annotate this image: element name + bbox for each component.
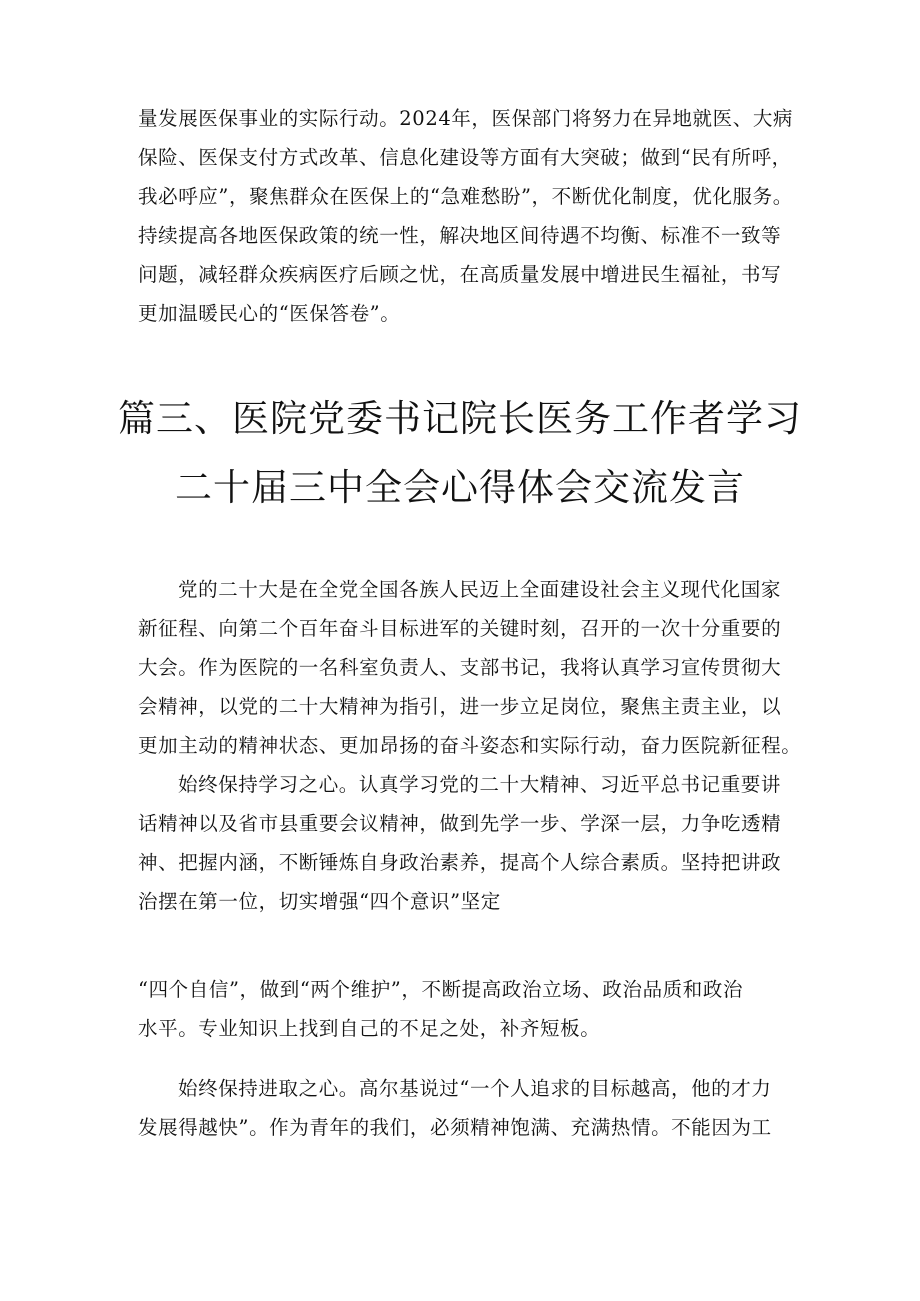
text-line: “四个自信”，做到“两个维护”，不断提高政治立场、政治品质和政治 — [138, 978, 744, 1001]
text-line: 党的二十大是在全党全国各族人民迈上全面建设社会主义现代化国家 — [178, 578, 782, 601]
text-line: 新征程、向第二个百年奋斗目标进军的关键时刻，召开的一次十分重要的 — [138, 617, 782, 640]
text-line: 持续提高各地医保政策的统一性，解决地区间待遇不均衡、标准不一致等 — [138, 224, 782, 247]
text-line: 治摆在第一位，切实增强“四个意识”坚定 — [138, 890, 501, 913]
text-line: 问题，减轻群众疾病医疗后顾之忧，在高质量发展中增进民生福祉，书写 — [138, 263, 782, 286]
text-line: 神、把握内涵，不断锤炼自身政治素养，提高个人综合素质。坚持把讲政 — [138, 851, 782, 874]
text-line: 始终保持进取之心。高尔基说过“一个人追求的目标越高，他的才力 — [178, 1077, 772, 1100]
text-line: 话精神以及省市县重要会议精神，做到先学一步、学深一层，力争吃透精 — [138, 812, 782, 835]
text-line: 更加温暖民心的“医保答卷”。 — [138, 302, 401, 325]
section-title-line-1: 篇三、医院党委书记院长医务工作者学习 — [118, 397, 802, 440]
text-line: 始终保持学习之心。认真学习党的二十大精神、习近平总书记重要讲 — [178, 773, 782, 796]
section-title-line-2: 二十届三中全会心得体会交流发言 — [175, 466, 745, 509]
text-line: 大会。作为医院的一名科室负责人、支部书记，我将认真学习宣传贯彻大 — [138, 656, 782, 679]
text-line: 我必呼应”，聚焦群众在医保上的“急难愁盼”，不断优化制度，优化服务。 — [138, 185, 793, 208]
text-line: 水平。专业知识上找到自己的不足之处，补齐短板。 — [138, 1017, 601, 1040]
text-line: 量发展医保事业的实际行动。2024年，医保部门将努力在异地就医、大病 — [138, 107, 794, 130]
text-line: 更加主动的精神状态、更加昂扬的奋斗姿态和实际行动，奋力医院新征程。 — [138, 734, 802, 757]
text-line: 发展得越快”。作为青年的我们，必须精神饱满、充满热情。不能因为工 — [138, 1116, 772, 1139]
text-line: 保险、医保支付方式改革、信息化建设等方面有大突破；做到“民有所呼， — [138, 146, 792, 169]
text-line: 会精神，以党的二十大精神为指引，进一步立足岗位，聚焦主责主业，以 — [138, 695, 782, 718]
